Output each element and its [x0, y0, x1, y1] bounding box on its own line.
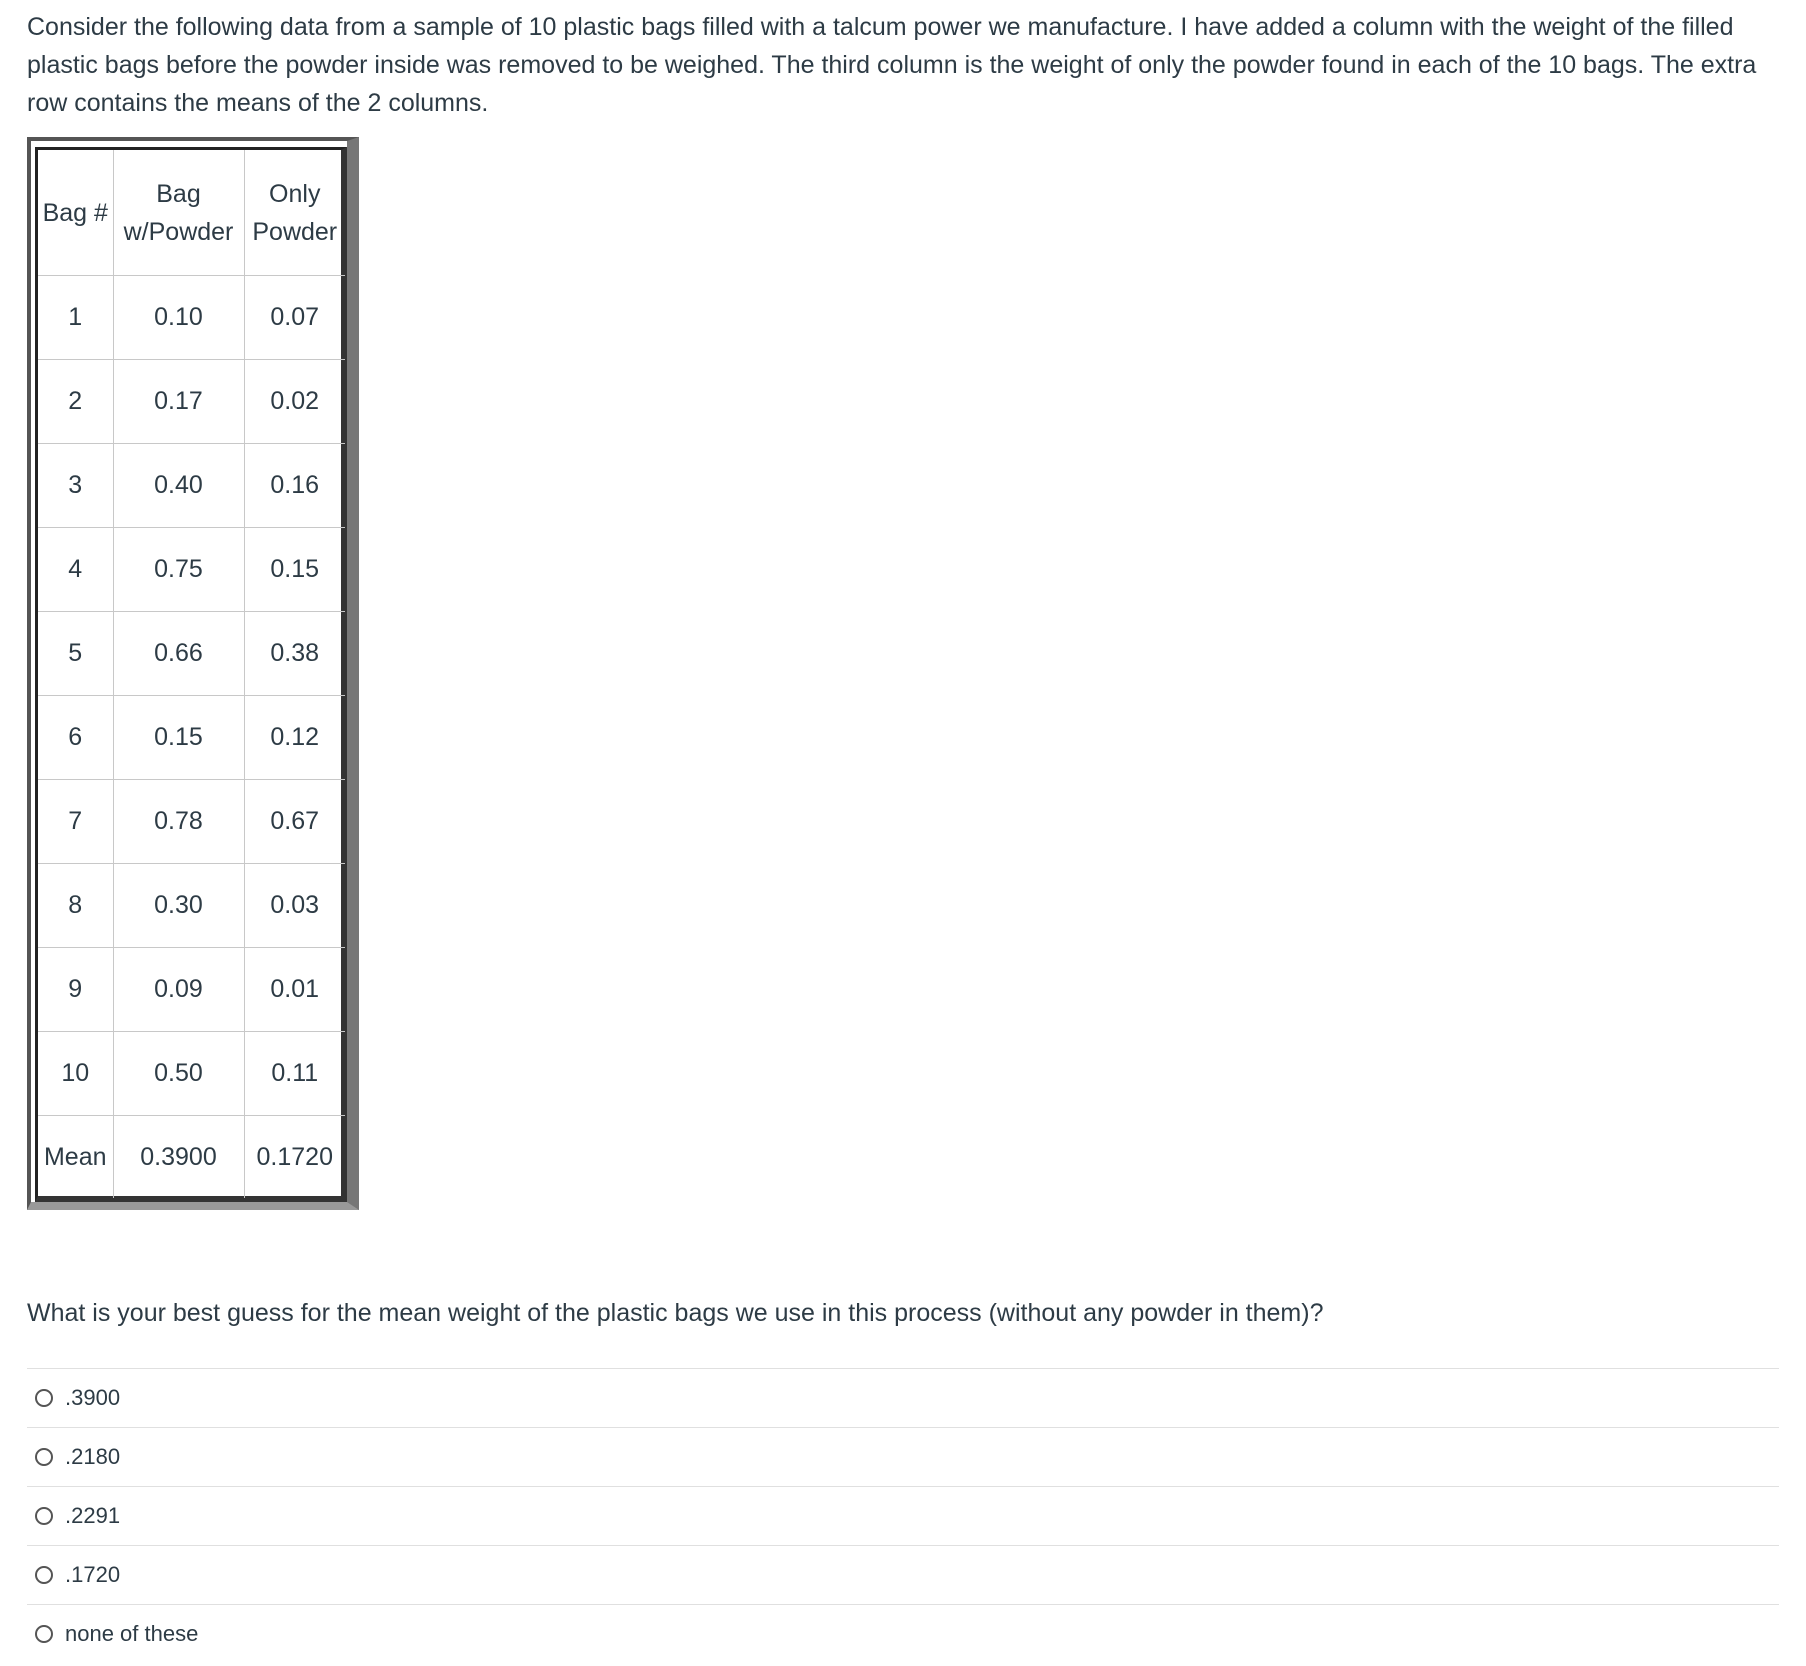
answer-option[interactable]: [27, 1604, 1779, 1663]
cell-bag-with-powder: 0.15: [113, 696, 244, 780]
cell-only-powder: 0.12: [244, 696, 345, 780]
data-table-frame: [27, 137, 359, 1210]
header-bag-number: [38, 150, 113, 276]
cell-only-powder: 0.38: [244, 612, 345, 696]
bag-weights-table: [38, 150, 345, 1198]
cell-only-powder: 0.11: [244, 1032, 345, 1116]
header-only-powder: [244, 150, 345, 276]
cell-bag-with-powder: 0.75: [113, 528, 244, 612]
cell-bag-number: 9: [38, 948, 113, 1032]
table-row: [38, 444, 345, 528]
table-mean-row: [38, 1116, 345, 1199]
header-bag-with-powder-line1: Bag: [156, 179, 201, 208]
cell-bag-number: 6: [38, 696, 113, 780]
cell-bag-number: 2: [38, 360, 113, 444]
table-row: [38, 780, 345, 864]
cell-bag-number: 7: [38, 780, 113, 864]
cell-mean-only-powder: 0.1720: [244, 1116, 345, 1199]
question-text: What is your best guess for the mean weight of the plastic bags we use in this process (without any powder in them)?: [27, 1299, 1324, 1327]
answer-label[interactable]: .2180: [65, 1444, 121, 1469]
header-bag-number-label: Bag #: [42, 198, 108, 227]
radio-button-icon[interactable]: [35, 1566, 53, 1584]
answer-option[interactable]: [27, 1427, 1779, 1486]
cell-only-powder: 0.67: [244, 780, 345, 864]
header-bag-with-powder: [113, 150, 244, 276]
cell-mean-bag-with-powder: 0.3900: [113, 1116, 244, 1199]
cell-bag-with-powder: 0.66: [113, 612, 244, 696]
cell-only-powder: 0.01: [244, 948, 345, 1032]
cell-bag-number: 3: [38, 444, 113, 528]
quiz-question-page: [27, 0, 1783, 1646]
header-only-powder-line2: Powder: [252, 217, 338, 246]
cell-bag-with-powder: 0.78: [113, 780, 244, 864]
answer-option[interactable]: [27, 1545, 1779, 1604]
cell-bag-number: 1: [38, 276, 113, 360]
answer-label[interactable]: none of these: [65, 1621, 199, 1646]
answer-option[interactable]: [27, 1368, 1779, 1427]
cell-bag-with-powder: 0.50: [113, 1032, 244, 1116]
answer-label[interactable]: .2291: [65, 1503, 121, 1528]
answer-option[interactable]: [27, 1486, 1779, 1545]
cell-bag-number: 5: [38, 612, 113, 696]
radio-button-icon[interactable]: [35, 1448, 53, 1466]
cell-bag-with-powder: 0.40: [113, 444, 244, 528]
table-row: [38, 360, 345, 444]
table-row: [38, 864, 345, 948]
header-only-powder-line1: Only: [269, 179, 321, 208]
table-row: [38, 696, 345, 780]
data-table-inner-frame: [35, 147, 347, 1202]
cell-only-powder: 0.15: [244, 528, 345, 612]
radio-button-icon[interactable]: [35, 1507, 53, 1525]
header-bag-with-powder-line2: w/Powder: [123, 217, 234, 246]
table-header-row: [38, 150, 345, 276]
cell-bag-number: 8: [38, 864, 113, 948]
table-row: [38, 1032, 345, 1116]
radio-button-icon[interactable]: [35, 1625, 53, 1643]
radio-button-icon[interactable]: [35, 1389, 53, 1407]
answer-label[interactable]: .3900: [65, 1385, 121, 1410]
answer-label[interactable]: .1720: [65, 1562, 121, 1587]
cell-bag-with-powder: 0.09: [113, 948, 244, 1032]
table-row: [38, 948, 345, 1032]
cell-bag-with-powder: 0.30: [113, 864, 244, 948]
table-row: [38, 528, 345, 612]
cell-bag-with-powder: 0.17: [113, 360, 244, 444]
cell-bag-number: 4: [38, 528, 113, 612]
answer-list: [27, 1368, 1779, 1663]
table-row: [38, 612, 345, 696]
question-intro-text: Consider the following data from a sample of 10 plastic bags filled with a talcum power we manufacture. I have added a column with the weight of the filled plastic bags before the powder inside was removed to be weighed. The third column is the weight of only the powder found in each of the 10 bags. The extra row contains the means of the 2 columns.: [27, 13, 1757, 117]
cell-only-powder: 0.07: [244, 276, 345, 360]
cell-only-powder: 0.16: [244, 444, 345, 528]
cell-bag-number: 10: [38, 1032, 113, 1116]
cell-only-powder: 0.02: [244, 360, 345, 444]
table-row: [38, 276, 345, 360]
cell-bag-with-powder: 0.10: [113, 276, 244, 360]
cell-only-powder: 0.03: [244, 864, 345, 948]
cell-mean-label: Mean: [38, 1116, 113, 1199]
